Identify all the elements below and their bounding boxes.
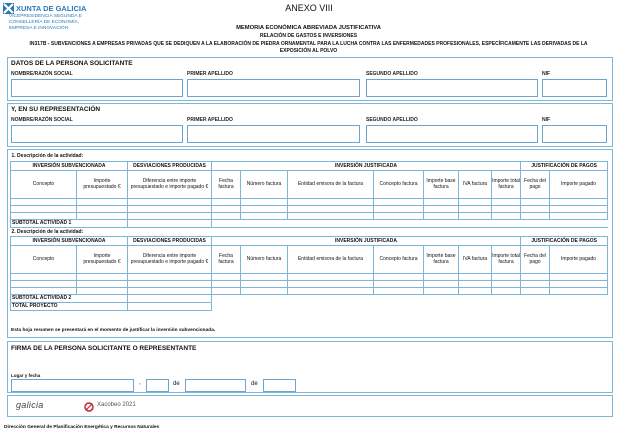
total-project-label: TOTAL PROYECTO — [11, 302, 128, 310]
activity-2-description: 2. Descripción de la actividad: — [11, 227, 608, 236]
group-header-deviations: DESVIACIONES PRODUCIDAS — [128, 161, 212, 170]
representative-nif-field[interactable] — [542, 125, 607, 143]
col-entidad-emisora: Entidad emisora de la factura — [288, 170, 374, 198]
de-separator-2: de — [251, 381, 258, 387]
representative-surname1-field[interactable] — [187, 125, 360, 143]
table-row[interactable] — [11, 198, 608, 205]
representative-nif-label: NIF — [542, 117, 551, 123]
applicant-name-label: NOMBRE/RAZÓN SOCIAL — [11, 71, 73, 77]
signature-section — [7, 341, 613, 393]
galicia-logo: galicia — [16, 400, 44, 410]
place-date-label: Lugar y fecha — [11, 373, 41, 378]
directorate-footer: Dirección General de Planificación Energética y Recursos Naturales — [4, 425, 160, 430]
col-fecha-pago: Fecha del pago — [521, 170, 550, 198]
group-header-subsidized: INVERSIÓN SUBVENCIONADA — [11, 161, 128, 170]
col-numero-factura: Número factura — [241, 245, 288, 273]
signature-title: FIRMA DE LA PERSONA SOLICITANTE O REPRESENTANTE — [11, 345, 197, 352]
annex-label: ANEXO VIII — [285, 3, 333, 13]
col-importe-total: Importe total factura — [492, 170, 521, 198]
col-entidad-emisora: Entidad emisora de la factura — [288, 245, 374, 273]
month-field[interactable] — [185, 379, 246, 392]
applicant-surname2-field[interactable] — [366, 79, 538, 97]
table-row[interactable] — [11, 280, 608, 287]
doc-subtitle: RELACIÓN DE GASTOS E INVERSIONES — [259, 33, 358, 39]
group-header-justified: INVERSIÓN JUSTIFICADA — [212, 236, 521, 245]
representative-section — [7, 103, 613, 147]
xacobeo-logo: Xacobeo 2021 — [97, 402, 136, 408]
col-importe-presupuestado: Importe presupuestado € — [77, 170, 128, 198]
de-separator-1: de — [173, 381, 180, 387]
col-concepto-factura: Concepto factura — [374, 245, 424, 273]
applicant-nif-field[interactable] — [542, 79, 607, 97]
group-header-payments: JUSTIFICACIÓN DE PAGOS — [521, 161, 608, 170]
representative-name-label: NOMBRE/RAZÓN SOCIAL — [11, 117, 73, 123]
procedure-line-2: EXPOSICIÓN AL POLVO — [279, 48, 338, 54]
group-header-justified: INVERSIÓN JUSTIFICADA — [212, 161, 521, 170]
footer-logos — [7, 395, 613, 417]
col-diferencia: Diferencia entre importe presupuestado e importe pagado € — [128, 170, 212, 198]
comma-separator: , — [139, 380, 141, 386]
xunta-emblem-icon — [3, 3, 14, 14]
applicant-surname2-label: SEGUNDO APELLIDO — [366, 71, 418, 77]
representative-name-field[interactable] — [11, 125, 183, 143]
col-concepto: Concepto — [11, 170, 77, 198]
applicant-name-field[interactable] — [11, 79, 183, 97]
applicant-section — [7, 57, 613, 101]
col-fecha-pago: Fecha del pago — [521, 245, 550, 273]
col-concepto-factura: Concepto factura — [374, 170, 424, 198]
col-fecha-factura: Fecha factura — [212, 245, 241, 273]
org-line-3: EMPRESA E INNOVACIÓN — [9, 26, 69, 31]
table-row[interactable] — [11, 287, 608, 294]
subtotal-activity-2-label: SUBTOTAL ACTIVIDAD 2 — [11, 294, 128, 302]
col-importe-presupuestado: Importe presupuestado € — [77, 245, 128, 273]
col-importe-pagado: Importe pagado — [550, 170, 608, 198]
col-fecha-factura: Fecha factura — [212, 170, 241, 198]
group-header-payments: JUSTIFICACIÓN DE PAGOS — [521, 236, 608, 245]
col-importe-pagado: Importe pagado — [550, 245, 608, 273]
col-diferencia: Diferencia entre importe presupuestado e importe pagado € — [128, 245, 212, 273]
representative-surname2-label: SEGUNDO APELLIDO — [366, 117, 418, 123]
col-importe-base: Importe base factura — [424, 245, 459, 273]
activity-1-description: 1. Descripción de la actividad: — [11, 152, 608, 161]
representative-surname2-field[interactable] — [366, 125, 538, 143]
subtotal-activity-1-label: SUBTOTAL ACTIVIDAD 1 — [11, 219, 128, 227]
total-project-value[interactable] — [128, 302, 212, 310]
col-iva-factura: IVA factura — [459, 245, 492, 273]
org-line-1: VICEPRESIDENCIA SEGUNDA E — [9, 14, 82, 19]
procedure-line-1: IN317B - SUBVENCIONES A EMPRESAS PRIVADAS QUE SE DEDIQUEN A LA ELABORACIÓN DE PIEDRA ORNAMENTAL PARA LA LUCHA CONTRA LAS ENFERMEDADES PROFESIONALES, ESPECÍFICAMENTE LAS DERIVADAS DE LA — [29, 41, 588, 47]
col-numero-factura: Número factura — [241, 170, 288, 198]
representative-title: Y, EN SU REPRESENTACIÓN — [11, 106, 101, 113]
col-concepto: Concepto — [11, 245, 77, 273]
day-field[interactable] — [146, 379, 169, 392]
subtotal-activity-2-value[interactable] — [128, 294, 212, 302]
org-name: XUNTA DE GALICIA — [16, 4, 87, 13]
representative-surname1-label: PRIMER APELLIDO — [187, 117, 233, 123]
table-row[interactable] — [11, 273, 608, 280]
group-header-subsidized: INVERSIÓN SUBVENCIONADA — [11, 236, 128, 245]
doc-title: MEMORIA ECONÓMICA ABREVIADA JUSTIFICATIVA — [236, 25, 381, 31]
org-line-2: CONSELLERÍA DE ECONOMÍA, — [9, 20, 80, 25]
col-importe-total: Importe total factura — [492, 245, 521, 273]
col-importe-base: Importe base factura — [424, 170, 459, 198]
year-field[interactable] — [263, 379, 296, 392]
xacobeo-logo-icon — [84, 402, 94, 412]
applicant-surname1-field[interactable] — [187, 79, 360, 97]
place-field[interactable] — [11, 379, 134, 392]
table-row[interactable] — [11, 205, 608, 212]
expenses-table — [10, 152, 608, 311]
subtotal-activity-1-value[interactable] — [128, 219, 212, 227]
col-iva-factura: IVA factura — [459, 170, 492, 198]
group-header-deviations: DESVIACIONES PRODUCIDAS — [128, 236, 212, 245]
applicant-nif-label: NIF — [542, 71, 551, 77]
table-note: Esta hoja resumen se presentará en el momento de justificar la inversión subvencionada. — [11, 328, 216, 333]
applicant-title: DATOS DE LA PERSONA SOLICITANTE — [11, 60, 133, 67]
table-row[interactable] — [11, 212, 608, 219]
applicant-surname1-label: PRIMER APELLIDO — [187, 71, 233, 77]
